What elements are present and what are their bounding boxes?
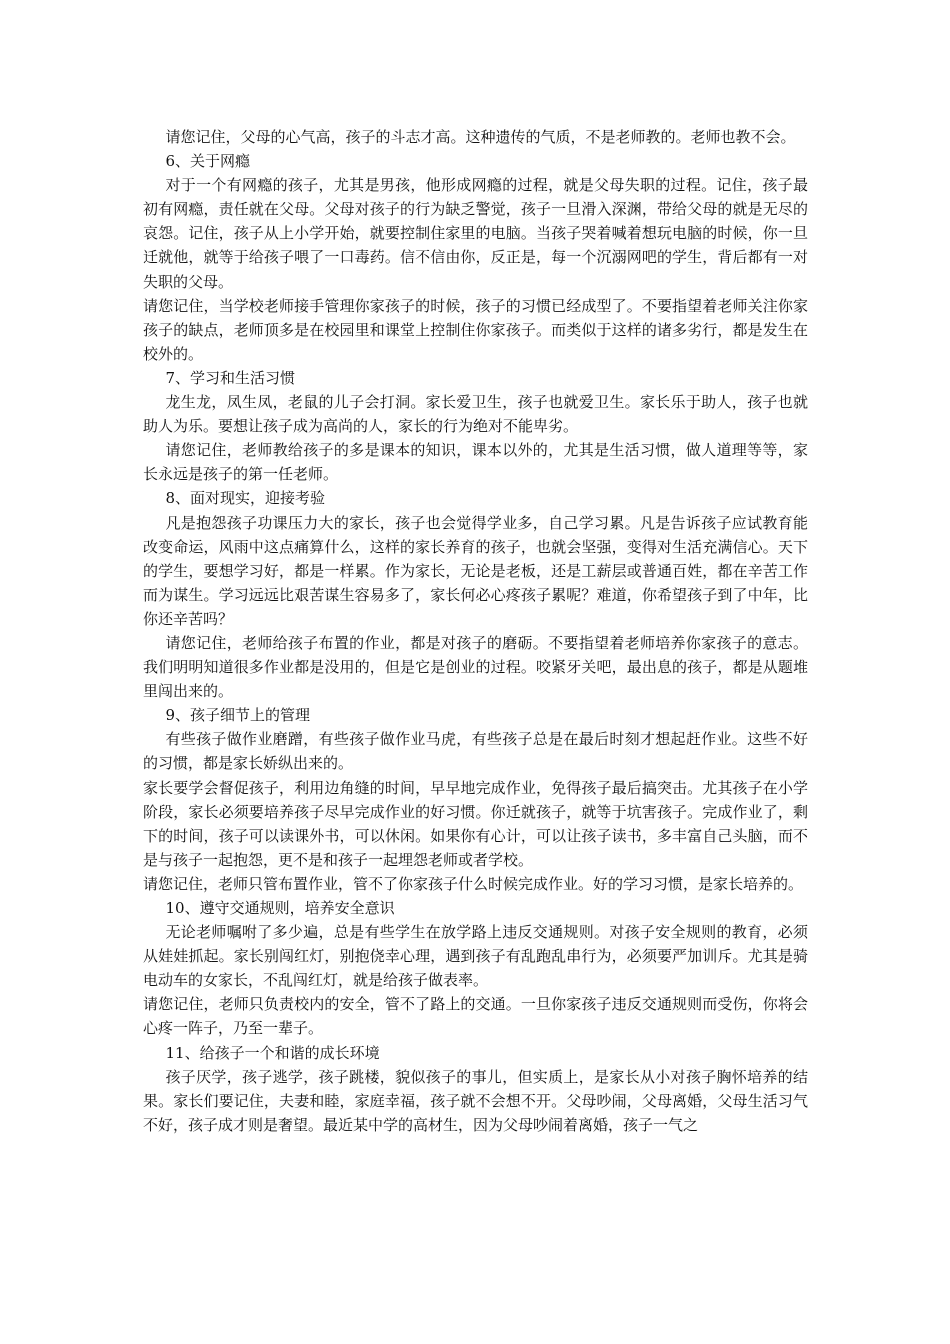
- section-heading: 10、遵守交通规则，培养安全意识: [165, 899, 395, 917]
- paragraph: 对于一个有网瘾的孩子，尤其是男孩，他形成网瘾的过程，就是父母失职的过程。记住，孩子最初有网瘾，责任就在父母。父母对孩子的行为缺乏警觉，孩子一旦滑入深渊，带给父母的就是无尽的哀怨。记住，孩子从上小学开始，就要控制住家里的电脑。当孩子哭着喊着想玩电脑的时候，你一旦迁就他，就等于给孩子喂了一口毒药。信不信由你，反正是，每一个沉溺网吧的学生，背后都有一对失职的父母。: [143, 176, 808, 291]
- section-heading: 6、关于网瘾: [165, 152, 251, 171]
- paragraph: 凡是抱怨孩子功课压力大的家长，孩子也会觉得学业多，自己学习累。凡是告诉孩子应试教育能改变命运，风雨中这点痛算什么，这样的家长养育的孩子，也就会坚强，变得对生活充满信心。天下的学生，要想学习好，都是一样累。作为家长，无论是老板，还是工薪层或普通百姓，都在辛苦工作而为谋生。学习远远比艰苦谋生容易多了，家长何必心疼孩子累呢？难道，你希望孩子到了中年，比你还辛苦吗？: [143, 513, 808, 628]
- section-heading: 7、学习和生活习惯: [165, 368, 296, 387]
- paragraph: 请您记住，当学校老师接手管理你家孩子的时候，孩子的习惯已经成型了。不要指望着老师关注你家孩子的缺点，老师顶多是在校园里和课堂上控制住你家孩子。而类似于这样的诸多劣行，都是发生在校外的。: [143, 296, 808, 363]
- paragraph: 请您记住，老师只管布置作业，管不了你家孩子什么时候完成作业。好的学习习惯，是家长培养的。: [143, 874, 804, 893]
- paragraph: 孩子厌学，孩子逃学，孩子跳楼，貌似孩子的事儿，但实质上，是家长从小对孩子胸怀培养的结果。家长们要记住，夫妻和睦，家庭幸福，孩子就不会想不开。父母吵闹，父母离婚，父母生活习气不好，孩子成才则是奢望。最近某中学的高材生，因为父母吵闹着离婚，孩子一气之: [143, 1067, 808, 1134]
- paragraph: 龙生龙，凤生凤，老鼠的儿子会打洞。家长爱卫生，孩子也就爱卫生。家长乐于助人，孩子也就助人为乐。要想让孩子成为高尚的人，家长的行为绝对不能卑劣。: [143, 393, 808, 436]
- paragraph: 请您记住，老师给孩子布置的作业，都是对孩子的磨砺。不要指望着老师培养你家孩子的意志。我们明明知道很多作业都是没用的，但是它是创业的过程。咬紧牙关吧，最出息的孩子，都是从题堆里闯出来的。: [143, 633, 808, 701]
- section-heading: 11、给孩子一个和谐的成长环境: [165, 1043, 380, 1062]
- paragraph: 无论老师嘱咐了多少遍，总是有些学生在放学路上违反交通规则。对孩子安全规则的教育，必须从娃娃抓起。家长别闯红灯，别抱侥幸心理，遇到孩子有乱跑乱串行为，必须要严加训斥。尤其是骑电动车的女家长，不乱闯红灯，就是给孩子做表率。: [143, 923, 808, 990]
- paragraph: 请您记住，父母的心气高，孩子的斗志才高。这种遗传的气质，不是老师教的。老师也教不会。: [165, 128, 796, 146]
- section-heading: 9、孩子细节上的管理: [165, 706, 311, 725]
- document-page: [143, 125, 808, 1137]
- paragraph: 请您记住，老师只负责校内的安全，管不了路上的交通。一旦你家孩子违反交通规则而受伤，你将会心疼一阵子，乃至一辈子。: [143, 995, 808, 1038]
- paragraph: 有些孩子做作业磨蹭，有些孩子做作业马虎，有些孩子总是在最后时刻才想起赶作业。这些不好的习惯，都是家长娇纵出来的。: [143, 730, 808, 773]
- section-heading: 8、面对现实，迎接考验: [165, 489, 326, 508]
- paragraph: 请您记住，老师教给孩子的多是课本的知识，课本以外的，尤其是生活习惯，做人道理等等，家长永远是孩子的第一任老师。: [143, 441, 808, 484]
- paragraph: 家长要学会督促孩子，利用边角缝的时间，早早地完成作业，免得孩子最后搞突击。尤其孩子在小学阶段，家长必须要培养孩子尽早完成作业的好习惯。你迁就孩子，就等于坑害孩子。完成作业了，剩下的时间，孩子可以读课外书，可以休闲。如果你有心计，可以让孩子读书，多丰富自己头脑，而不是与孩子一起抱怨，更不是和孩子一起埋怨老师或者学校。: [143, 778, 808, 869]
